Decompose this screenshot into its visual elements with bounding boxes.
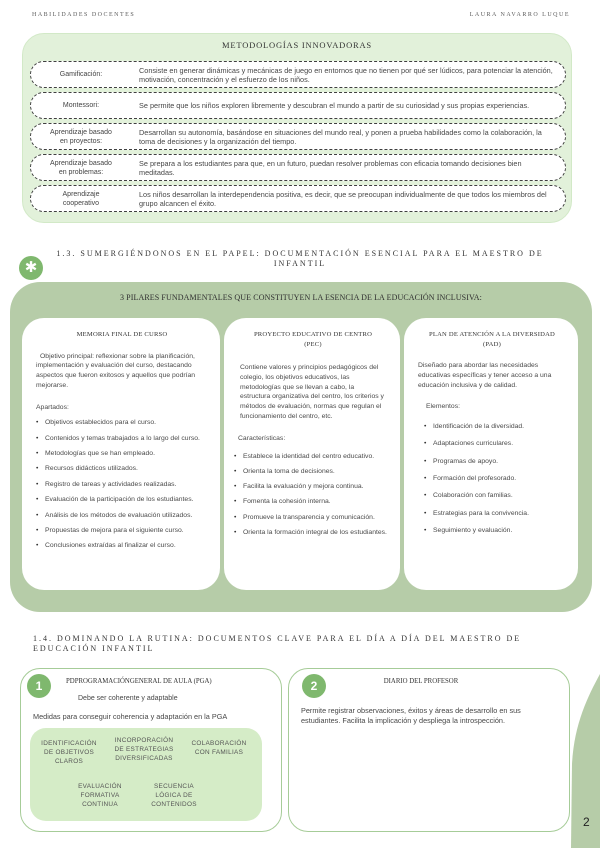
pillar-card-list-label: Apartados:	[36, 403, 69, 411]
pillar-card-list-label: Elementos:	[426, 403, 461, 411]
pillar-card-list	[234, 452, 388, 538]
pillar-card-pad	[404, 318, 578, 590]
list-item: • Colaboración con familias.	[424, 491, 566, 501]
measures-label: Medidas para conseguir coherencia y adaptación en la PGA	[33, 712, 228, 721]
list-item: • Facilita la evaluación y mejora continua.	[234, 482, 388, 492]
routine-card-subtitle: Debe ser coherente y adaptable	[78, 695, 178, 702]
measure-item: COLABORACIÓN CON FAMILIAS	[191, 740, 247, 756]
header-left-title: HABILIDADES DOCENTES	[32, 12, 136, 18]
list-item: • Estrategias para la convivencia.	[424, 509, 566, 519]
list-item: • Metodologías que se han empleado.	[36, 449, 208, 459]
pillar-card-title: MEMORIA FINAL DE CURSO	[76, 331, 168, 338]
list-item: • Identificación de la diversidad.	[424, 422, 566, 432]
section-heading-1-3: 1.3. SUMERGIÉNDONOS EN EL PAPEL: DOCUMENTACIÓN ESENCIAL PARA EL MAESTRO DE INFANTIL	[56, 249, 544, 268]
list-item: • Análisis de los métodos de evaluación utilizados.	[36, 511, 208, 521]
pillar-card-title: PROYECTO EDUCATIVO DE CENTRO (PEC)	[253, 331, 373, 348]
pillars-box	[10, 282, 592, 612]
pillar-card-intro: Contiene valores y principios pedagógicos del colegio, los objetivos educativos, las metodologías que se llevan a cabo, la estructura organizativa del centro, los criterios y métodos de evaluación, normas que regulan el funcionamiento del centro, etc.	[240, 364, 384, 420]
pillar-card-memoria	[22, 318, 220, 590]
measure-item: SECUENCIA LÓGICA DE CONTENIDOS	[151, 783, 197, 808]
methodology-label: Aprendizaje basado en problemas:	[50, 159, 112, 176]
list-item: • Contenidos y temas trabajados a lo largo del curso.	[36, 434, 208, 444]
methodology-description: Los niños desarrollan la interdependencia positiva, es decir, que se preocupan individualmente de que todos los miembros del grupo alcancen el éxito.	[139, 189, 547, 208]
methodology-row-montessori	[30, 92, 566, 119]
methodology-row-projects	[30, 123, 566, 150]
routine-card-diario	[288, 668, 570, 832]
measure-item: INCORPORACIÓN DE ESTRATEGIAS DIVERSIFICADAS	[114, 737, 174, 762]
header-author: LAURA NAVARRO LUQUE	[469, 12, 570, 18]
methodology-row-gamification	[30, 61, 566, 88]
list-item: • Recursos didácticos utilizados.	[36, 464, 208, 474]
methodologies-box	[22, 33, 572, 223]
pillars-title: 3 PILARES FUNDAMENTALES QUE CONSTITUYEN LA ESENCIA DE LA EDUCACIÓN INCLUSIVA:	[119, 293, 483, 302]
list-item: • Promueve la transparencia y comunicación.	[234, 513, 388, 523]
methodology-description: Desarrollan su autonomía, basándose en situaciones del mundo real, y ponen a prueba habilidades como la colaboración, la toma de decisiones y la organización del tiempo.	[139, 127, 542, 146]
list-item: • Establece la identidad del centro educativo.	[234, 452, 388, 462]
routine-card-title: DIARIO DEL PROFESOR	[383, 678, 459, 685]
step-number-badge: 1	[27, 674, 51, 698]
pillar-card-title: PLAN DE ATENCIÓN A LA DIVERSIDAD (PAD)	[428, 331, 555, 348]
page-number: 2	[583, 815, 590, 829]
asterisk-icon: ✱	[19, 256, 43, 280]
pillar-card-list	[418, 422, 566, 536]
list-item: • Propuestas de mejora para el siguiente curso.	[36, 526, 208, 536]
measures-box	[30, 728, 262, 821]
routine-card-text: Permite registrar observaciones, éxitos y áreas de desarrollo en sus estudiantes. Facilita la implicación y despliega la introspección.	[301, 706, 521, 725]
list-item: • Orienta la toma de decisiones.	[234, 467, 388, 477]
methodology-row-problems	[30, 154, 566, 181]
list-item: • Programas de apoyo.	[424, 457, 566, 467]
list-item: • Conclusiones extraídas al finalizar el curso.	[36, 541, 208, 551]
list-item: • Formación del profesorado.	[424, 474, 566, 484]
methodology-label: Gamificación:	[59, 71, 103, 78]
pillar-card-pec	[224, 318, 400, 590]
list-item: • Evaluación de la participación de los estudiantes.	[36, 495, 208, 505]
measure-item: IDENTIFICACIÓN DE OBJETIVOS CLAROS	[41, 740, 97, 765]
methodology-description: Se prepara a los estudiantes para que, en un futuro, puedan resolver problemas con eficacia tomando decisiones bien meditadas.	[139, 158, 522, 177]
methodology-label: Aprendizaje basado en proyectos:	[50, 128, 112, 145]
methodology-description: Consiste en generar dinámicas y mecánicas de juego en entornos que no tienen por qué ser lúdicos, para potenciar la atención, motivación, concentración y el esfuerzo de los niños.	[139, 65, 553, 84]
list-item: • Orienta la formación integral de los estudiantes.	[234, 528, 388, 538]
methodologies-list	[30, 61, 566, 212]
pillar-card-list-label: Características:	[238, 434, 286, 442]
methodology-label: Montessori:	[62, 102, 100, 109]
list-item: • Objetivos establecidos para el curso.	[36, 418, 208, 428]
routine-card-pga	[20, 668, 282, 832]
list-item: • Adaptaciones curriculares.	[424, 439, 566, 449]
list-item: • Registro de tareas y actividades realizadas.	[36, 480, 208, 490]
measure-item: EVALUACIÓN FORMATIVA CONTINUA	[78, 783, 122, 808]
list-item: • Seguimiento y evaluación.	[424, 526, 566, 536]
step-number-badge: 2	[302, 674, 326, 698]
pillar-card-intro: Objetivo principal: reflexionar sobre la planificación, implementación y evaluación del curso, destacando aspectos que fueron exitosos y aquellos que podrían mejorarse.	[36, 352, 196, 389]
list-item: • Fomenta la cohesión interna.	[234, 497, 388, 507]
methodology-label: Aprendizaje cooperativo	[62, 190, 100, 207]
section-heading-1-4: 1.4. DOMINANDO LA RUTINA: DOCUMENTOS CLAVE PARA EL DÍA A DÍA DEL MAESTRO DE EDUCACIÓN INFANTIL	[33, 634, 522, 653]
methodology-row-cooperative	[30, 185, 566, 212]
pillar-card-intro: Diseñado para abordar las necesidades educativas específicas y tener acceso a una educación inclusiva y de calidad.	[418, 362, 552, 389]
methodology-description: Se permite que los niños exploren libremente y descubran el mundo a partir de su curiosidad y sus propias experiencias.	[139, 101, 530, 110]
pillar-card-list	[36, 418, 208, 551]
methodologies-title: METODOLOGÍAS INNOVADORAS	[222, 40, 372, 50]
routine-card-title: PDPROGRAMACIÓNGENERAL DE AULA (PGA)	[66, 678, 212, 685]
